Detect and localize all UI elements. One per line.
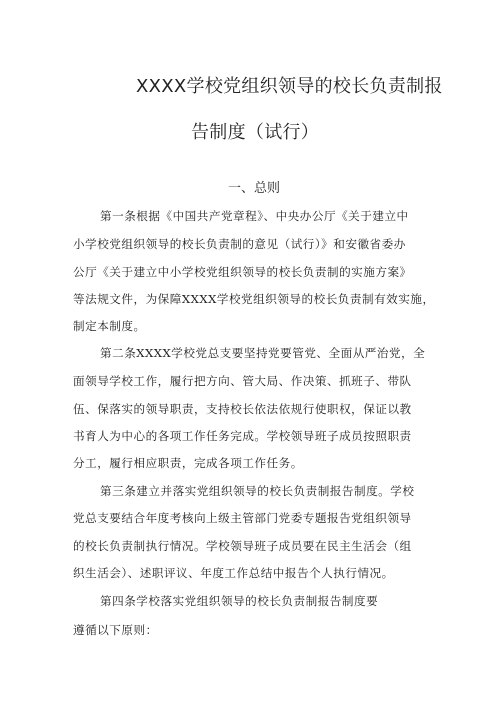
body-line: 等法规文件，为保障XXXX学校党组织领导的校长负责制有效实施， — [73, 292, 435, 306]
body-line: 制定本制度。 — [73, 319, 146, 333]
section-heading: 一、总则 — [228, 181, 281, 196]
body-line: 书育人为中心的各项工作任务完成。学校领导班子成员按照职责 — [73, 429, 412, 443]
body-line: 党总支要结合年度考核向上级主管部门党委专题报告党组织领导 — [73, 511, 412, 525]
body-line: 公厅《关于建立中小学校党组织领导的校长负责制的实施方案》 — [73, 265, 412, 279]
body-line: 伍、保落实的领导职责，支持校长依法依规行使职权，保证以教 — [73, 402, 412, 416]
body-line: 面领导学校工作，履行把方向、管大局、作决策、抓班子、带队 — [73, 374, 412, 388]
document-title-line-1: XXXX学校党组织领导的校长负责制报 — [136, 76, 443, 97]
body-line: 的校长负责制执行情况。学校领导班子成员要在民主生活会（组 — [73, 539, 412, 553]
body-line: 分工，履行相应职责，完成各项工作任务。 — [73, 456, 303, 470]
body-line: 遵循以下原则： — [73, 623, 158, 637]
document-title-line-2: 告制度（试行） — [191, 122, 320, 143]
body-line: 第一条根据《中国共产党章程》、中央办公厅《关于建立中 — [100, 209, 409, 223]
body-line: 小学校党组织领导的校长负责制的意见（试行）》和安徽省委办 — [73, 237, 406, 251]
body-line: 织生活会）、述职评议、年度工作总结中报告个人执行情况。 — [73, 566, 394, 580]
body-line: 第二条XXXX学校党总支要坚持党要管党、全面从严治党，全 — [100, 346, 426, 360]
body-line: 第四条学校落实党组织领导的校长负责制报告制度要 — [100, 594, 379, 608]
body-line: 第三条建立并落实党组织领导的校长负责制报告制度。学校 — [100, 484, 415, 498]
